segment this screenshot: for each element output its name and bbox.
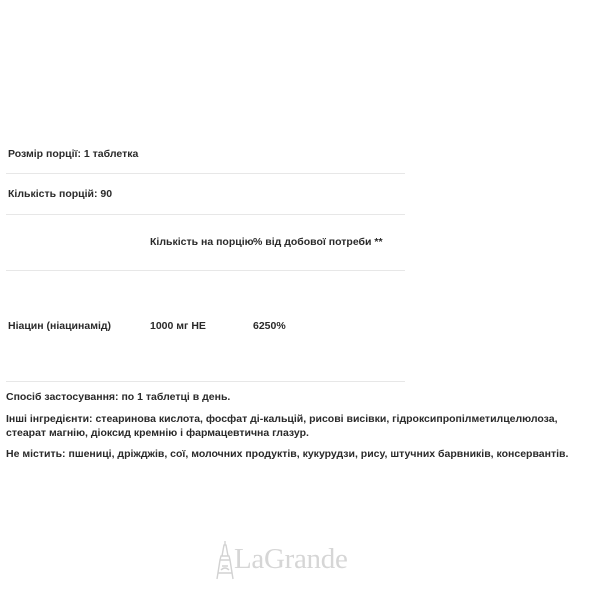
allergen-free-statement: Не містить: пшениці, дріжджів, сої, молочних продуктів, кукурудзи, рису, штучних барвників, консервантів.	[6, 448, 569, 460]
other-ingredients: Інші інгредієнти: стеаринова кислота, фосфат ді-кальцій, рисові висівки, гідроксипропілметилцелюлоза, стеарат магнію, діоксид кремнію і фармацевтична глазур.	[6, 413, 558, 439]
eiffel-tower-icon	[216, 540, 234, 580]
header-daily-value: % від добової потреби **	[253, 236, 383, 248]
header-amount-per-serving: Кількість на порцію	[150, 236, 254, 248]
ingredient-name: Ніацин (ніацинамід)	[8, 320, 112, 332]
servings-count: Кількість порцій: 90	[8, 188, 113, 200]
divider	[6, 214, 405, 215]
ingredient-amount: 1000 мг НЕ	[150, 320, 206, 332]
divider	[6, 173, 405, 174]
watermark-text: LaGrande	[234, 543, 348, 575]
lagrande-watermark	[212, 540, 402, 580]
divider	[6, 270, 405, 271]
divider	[6, 381, 405, 382]
serving-size: Розмір порції: 1 таблетка	[8, 148, 139, 160]
usage-instructions: Спосіб застосування: по 1 таблетці в день.	[6, 391, 231, 403]
ingredient-daily-value: 6250%	[253, 320, 286, 332]
